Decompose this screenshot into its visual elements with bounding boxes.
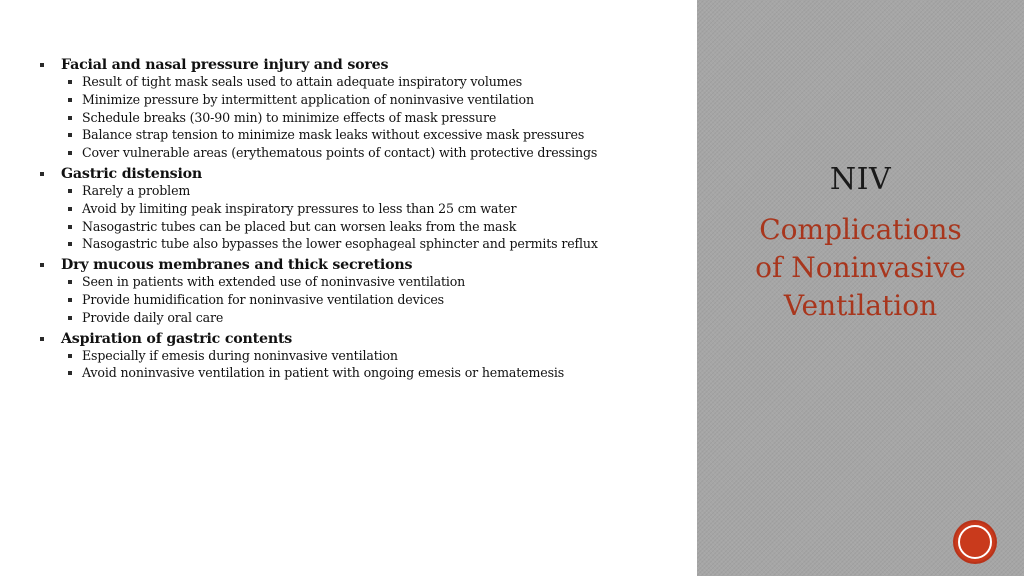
sub-list (38, 274, 678, 325)
square-bullet-icon (40, 337, 44, 341)
sub-list (38, 347, 678, 381)
square-bullet-icon (68, 280, 72, 284)
square-bullet-icon (68, 298, 72, 302)
sub-bullet-text: Result of tight mask seals used to attain adequate inspiratory volumes (82, 74, 523, 89)
badge-ring (958, 525, 992, 559)
square-bullet-icon (68, 189, 72, 193)
sub-bullet (38, 347, 678, 363)
sub-bullet-text: Minimize pressure by intermittent application of noninvasive ventilation (82, 91, 534, 107)
square-bullet-icon (68, 133, 72, 137)
main-bullet-text: Facial and nasal pressure injury and sores (61, 57, 389, 73)
square-bullet-icon (68, 207, 72, 211)
square-bullet-icon (68, 116, 72, 120)
sub-bullet (38, 182, 678, 198)
sub-bullet (38, 109, 678, 125)
sub-bullet-text: Cover vulnerable areas (erythematous points of contact) with protective dressings (82, 145, 598, 161)
sub-list (38, 74, 678, 161)
sub-bullet (38, 218, 678, 234)
main-bullet (38, 166, 678, 183)
niv-heading: NIV (829, 162, 892, 197)
section-gastric-distension (38, 166, 678, 250)
sub-bullet-text: Provide humidification for noninvasive ventilation devices (82, 291, 444, 307)
section-dry-mucous (38, 257, 678, 323)
sub-bullet (38, 200, 678, 216)
slide-badge-icon (955, 522, 995, 562)
square-bullet-icon (68, 354, 72, 358)
square-bullet-icon (40, 263, 44, 267)
sub-bullet (38, 145, 678, 161)
square-bullet-icon (68, 242, 72, 246)
sub-bullet-text: Rarely a problem (82, 182, 191, 198)
sub-bullet (38, 236, 678, 252)
square-bullet-icon (68, 371, 72, 375)
sub-bullet (38, 365, 678, 381)
sub-bullet (38, 309, 678, 325)
section-aspiration (38, 331, 678, 380)
sub-bullet-text: Especially if emesis during noninvasive ventilation (82, 347, 398, 363)
sub-bullet (38, 91, 678, 107)
square-bullet-icon (68, 80, 72, 84)
slide-title (697, 211, 1024, 325)
sub-bullet (38, 274, 678, 290)
sub-bullet (38, 74, 678, 89)
square-bullet-icon (40, 63, 44, 67)
main-bullet (38, 57, 678, 74)
sub-bullet (38, 127, 678, 143)
sub-bullet-text: Seen in patients with extended use of noninvasive ventilation (82, 274, 466, 290)
square-bullet-icon (68, 225, 72, 229)
sub-bullet-text: Provide daily oral care (82, 309, 224, 325)
square-bullet-icon (68, 98, 72, 102)
title-panel (697, 0, 1024, 576)
sub-list (38, 182, 678, 252)
main-bullet (38, 257, 678, 274)
main-bullet (38, 331, 678, 348)
sub-bullet (38, 291, 678, 307)
slide-title-line: Ventilation (783, 289, 938, 322)
main-bullet-text: Gastric distension (61, 165, 203, 182)
sub-bullet-text: Nasogastric tubes can be placed but can worsen leaks from the mask (82, 218, 517, 234)
bullet-content (38, 57, 678, 386)
sub-bullet-text: Avoid noninvasive ventilation in patient with ongoing emesis or hematemesis (82, 365, 565, 381)
square-bullet-icon (68, 151, 72, 155)
slide-title-line: of Noninvasive (755, 251, 966, 284)
sub-bullet-text: Avoid by limiting peak inspiratory pressures to less than 25 cm water (82, 200, 517, 216)
main-bullet-text: Aspiration of gastric contents (61, 330, 293, 347)
square-bullet-icon (68, 316, 72, 320)
sub-bullet-text: Schedule breaks (30-90 min) to minimize effects of mask pressure (82, 109, 497, 125)
main-bullet-text: Dry mucous membranes and thick secretions (61, 257, 413, 274)
square-bullet-icon (40, 172, 44, 176)
sub-bullet-text: Balance strap tension to minimize mask leaks without excessive mask pressures (82, 127, 585, 143)
section-facial-pressure (38, 57, 678, 159)
slide-title-line: Complications (759, 213, 962, 246)
sub-bullet-text: Nasogastric tube also bypasses the lower esophageal sphincter and permits reflux (82, 236, 598, 252)
